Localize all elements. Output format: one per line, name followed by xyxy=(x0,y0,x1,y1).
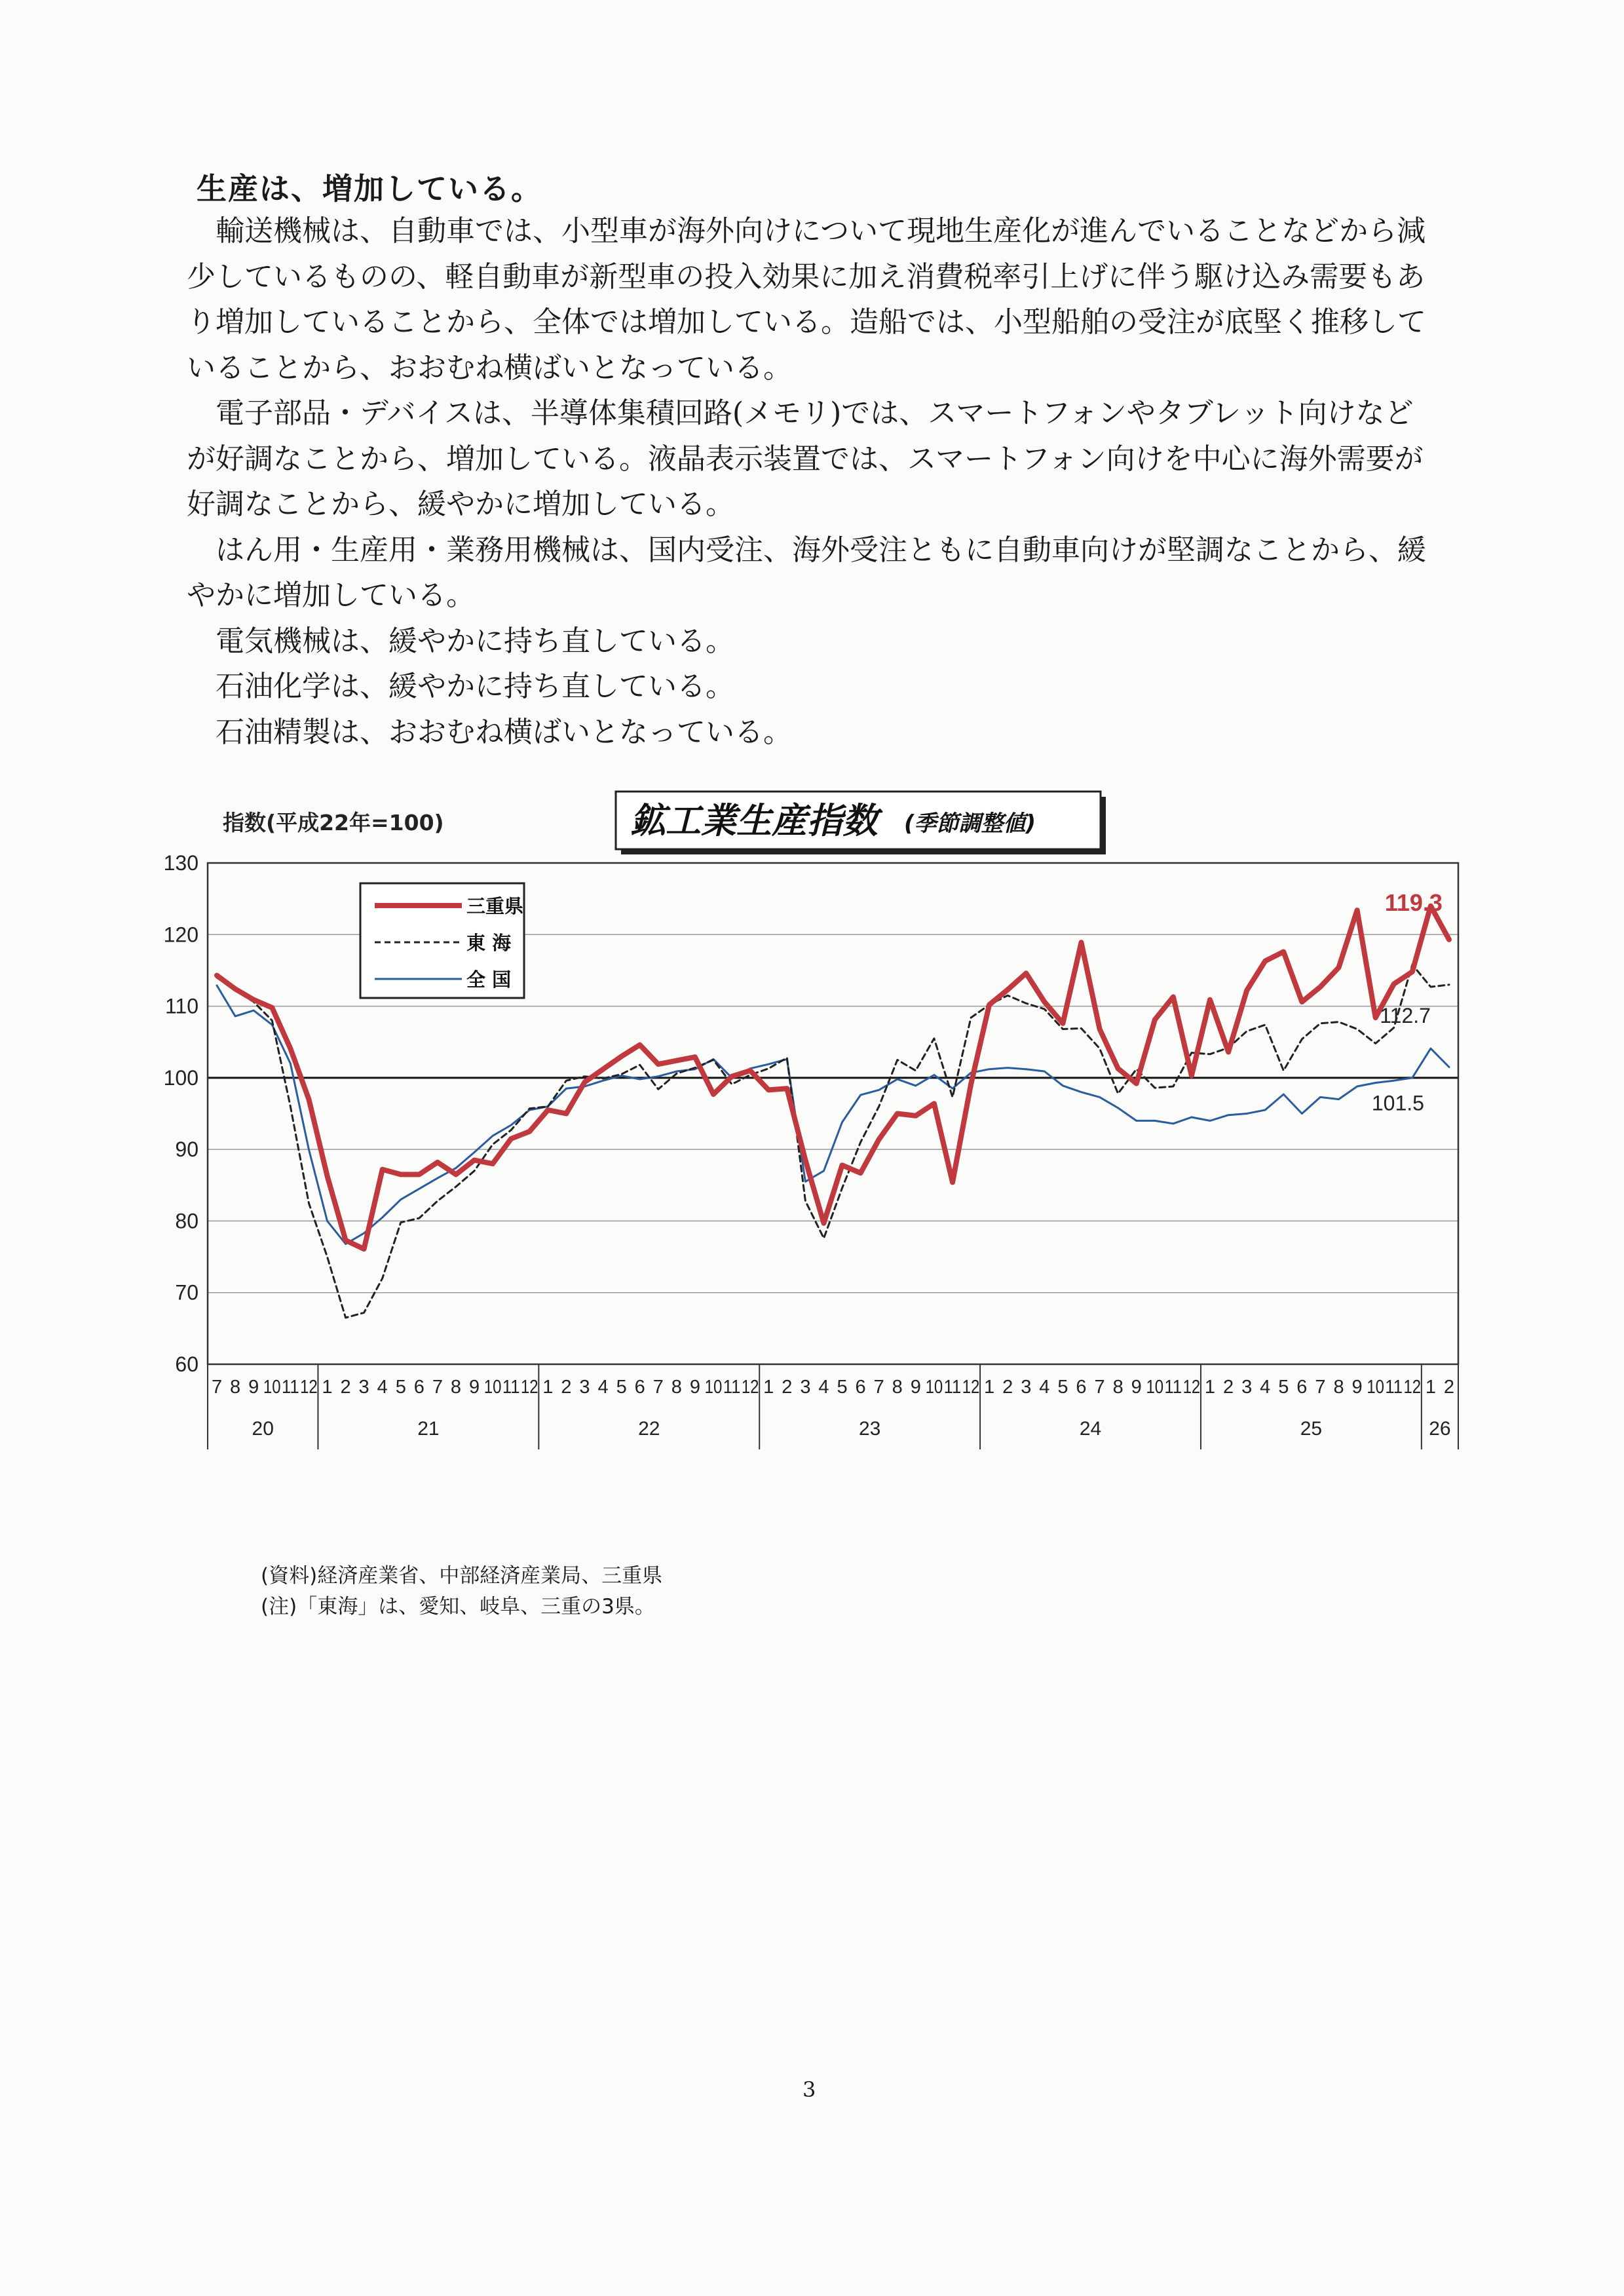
y-tick-label: 130 xyxy=(163,851,198,875)
paragraph-electrical: 電気機械は、緩やかに持ち直している。 xyxy=(216,624,734,658)
x-month-label: 2 xyxy=(340,1377,351,1398)
x-month-label: 4 xyxy=(818,1377,829,1398)
x-month-label: 1 xyxy=(984,1377,995,1398)
x-year-label: 26 xyxy=(1429,1418,1451,1440)
x-month-label: 7 xyxy=(211,1377,223,1398)
x-month-label: 4 xyxy=(377,1377,388,1398)
chart-subtitle: (季節調整値) xyxy=(904,811,1036,837)
x-month-label: 3 xyxy=(800,1377,811,1398)
y-tick-label: 70 xyxy=(175,1280,198,1305)
x-month-label: 2 xyxy=(1223,1377,1234,1398)
legend-label: 三重県 xyxy=(466,895,524,917)
x-month-label: 4 xyxy=(1039,1377,1050,1398)
x-month-label: 11 xyxy=(1385,1377,1403,1398)
end-value-label: 119.3 xyxy=(1384,889,1443,916)
x-month-label: 3 xyxy=(358,1377,369,1398)
x-year-label: 24 xyxy=(1079,1418,1102,1440)
x-month-label: 1 xyxy=(1425,1377,1436,1398)
x-month-label: 2 xyxy=(561,1377,572,1398)
chart-title: 鉱工業生産指数 xyxy=(630,800,878,841)
x-month-label: 5 xyxy=(837,1377,848,1398)
x-month-label: 1 xyxy=(1204,1377,1216,1398)
x-month-label: 11 xyxy=(943,1377,962,1398)
x-month-label: 1 xyxy=(542,1377,554,1398)
x-month-label: 6 xyxy=(413,1377,425,1398)
page-number: 3 xyxy=(803,2077,816,2102)
x-month-label: 2 xyxy=(1443,1377,1455,1398)
x-month-label: 11 xyxy=(1164,1377,1182,1398)
x-month-label: 11 xyxy=(281,1377,299,1398)
x-month-label: 9 xyxy=(689,1377,701,1398)
y-tick-label: 100 xyxy=(163,1065,198,1090)
x-year-label: 25 xyxy=(1300,1418,1323,1440)
y-axis-label: 指数(平成22年=100) xyxy=(223,810,444,835)
x-month-label: 6 xyxy=(855,1377,866,1398)
x-month-label: 8 xyxy=(671,1377,682,1398)
x-month-label: 1 xyxy=(322,1377,333,1398)
y-tick-label: 60 xyxy=(175,1352,198,1376)
y-tick-label: 80 xyxy=(175,1209,198,1233)
x-month-label: 3 xyxy=(1241,1377,1253,1398)
x-month-label: 10 xyxy=(263,1377,281,1398)
x-month-label: 3 xyxy=(579,1377,590,1398)
end-value-label: 112.7 xyxy=(1380,1003,1431,1027)
x-year-label: 20 xyxy=(252,1418,274,1440)
paragraph-machinery: はん用・生産用・業務用機械は、国内受注、海外受注ともに自動車向けが堅調なことから、緩やかに増加している。 xyxy=(187,533,1426,612)
section-heading: 生産は、増加している。 xyxy=(197,171,542,206)
x-month-label: 12 xyxy=(1182,1377,1201,1398)
x-month-label: 5 xyxy=(395,1377,406,1398)
x-month-label: 10 xyxy=(1367,1377,1385,1398)
x-month-label: 7 xyxy=(652,1377,664,1398)
x-month-label: 2 xyxy=(782,1377,793,1398)
x-month-label: 6 xyxy=(634,1377,645,1398)
x-month-label: 7 xyxy=(432,1377,443,1398)
x-month-label: 10 xyxy=(483,1377,502,1398)
x-month-label: 7 xyxy=(1315,1377,1326,1398)
legend-label: 全 国 xyxy=(466,968,512,991)
x-month-label: 7 xyxy=(1094,1377,1105,1398)
x-month-label: 12 xyxy=(1403,1377,1422,1398)
x-month-label: 5 xyxy=(616,1377,627,1398)
x-month-label: 12 xyxy=(962,1377,980,1398)
x-month-label: 3 xyxy=(1021,1377,1032,1398)
x-month-label: 9 xyxy=(1351,1377,1363,1398)
source-note: (資料)経済産業省、中部経済産業局、三重県 xyxy=(261,1564,663,1588)
x-month-label: 10 xyxy=(704,1377,723,1398)
x-month-label: 8 xyxy=(892,1377,903,1398)
x-month-label: 1 xyxy=(763,1377,774,1398)
body-text xyxy=(187,208,1431,755)
x-month-label: 8 xyxy=(230,1377,241,1398)
y-tick-label: 120 xyxy=(163,923,198,947)
x-month-label: 11 xyxy=(723,1377,741,1398)
x-month-label: 2 xyxy=(1002,1377,1013,1398)
x-month-label: 12 xyxy=(520,1377,538,1398)
x-month-label: 6 xyxy=(1076,1377,1087,1398)
x-month-label: 7 xyxy=(873,1377,884,1398)
end-value-label: 101.5 xyxy=(1371,1091,1424,1115)
x-month-label: 8 xyxy=(450,1377,462,1398)
series-line-tokai xyxy=(217,965,1449,1318)
x-month-label: 12 xyxy=(300,1377,318,1398)
paragraph-petrochemical: 石油化学は、緩やかに持ち直している。 xyxy=(216,670,734,703)
x-year-label: 22 xyxy=(638,1418,660,1440)
x-month-label: 12 xyxy=(741,1377,759,1398)
x-year-label: 23 xyxy=(858,1418,881,1440)
y-tick-label: 110 xyxy=(164,994,198,1018)
x-month-label: 9 xyxy=(468,1377,480,1398)
x-month-label: 6 xyxy=(1296,1377,1308,1398)
paragraph-transport: 輸送機械は、自動車では、小型車が海外向けについて現地生産化が進んでいることなどから減少しているものの、軽自動車が新型車の投入効果に加え消費税率引上げに伴う駆け込み需要もあり増加していることから、全体では増加している。造船では、小型船舶の受注が底堅く推移していることから、おおむね横ばいとなっている。 xyxy=(187,214,1426,385)
x-month-label: 5 xyxy=(1057,1377,1068,1398)
x-month-label: 11 xyxy=(502,1377,520,1398)
x-month-label: 9 xyxy=(1131,1377,1142,1398)
production-index-chart xyxy=(131,780,1481,1487)
chart-canvas xyxy=(131,780,1481,1487)
legend-label: 東 海 xyxy=(466,932,512,954)
chart-notes xyxy=(261,1561,662,1622)
x-month-label: 10 xyxy=(925,1377,943,1398)
x-month-label: 8 xyxy=(1333,1377,1344,1398)
x-month-label: 5 xyxy=(1278,1377,1289,1398)
y-tick-label: 90 xyxy=(175,1138,198,1162)
paragraph-refining: 石油精製は、おおむね横ばいとなっている。 xyxy=(216,715,792,749)
x-month-label: 4 xyxy=(1260,1377,1271,1398)
paragraph-electronics: 電子部品・デバイスは、半導体集積回路(メモリ)では、スマートフォンやタブレット向けなどが好調なことから、増加している。液晶表示装置では、スマートフォン向けを中心に海外需要が好調なことから、緩やかに増加している。 xyxy=(187,396,1424,521)
x-month-label: 9 xyxy=(910,1377,921,1398)
x-month-label: 8 xyxy=(1112,1377,1124,1398)
x-month-label: 9 xyxy=(248,1377,259,1398)
footnote: (注)「東海」は、愛知、岐阜、三重の3県。 xyxy=(261,1595,655,1618)
x-year-label: 21 xyxy=(417,1418,440,1440)
x-month-label: 10 xyxy=(1146,1377,1164,1398)
x-month-label: 4 xyxy=(597,1377,609,1398)
